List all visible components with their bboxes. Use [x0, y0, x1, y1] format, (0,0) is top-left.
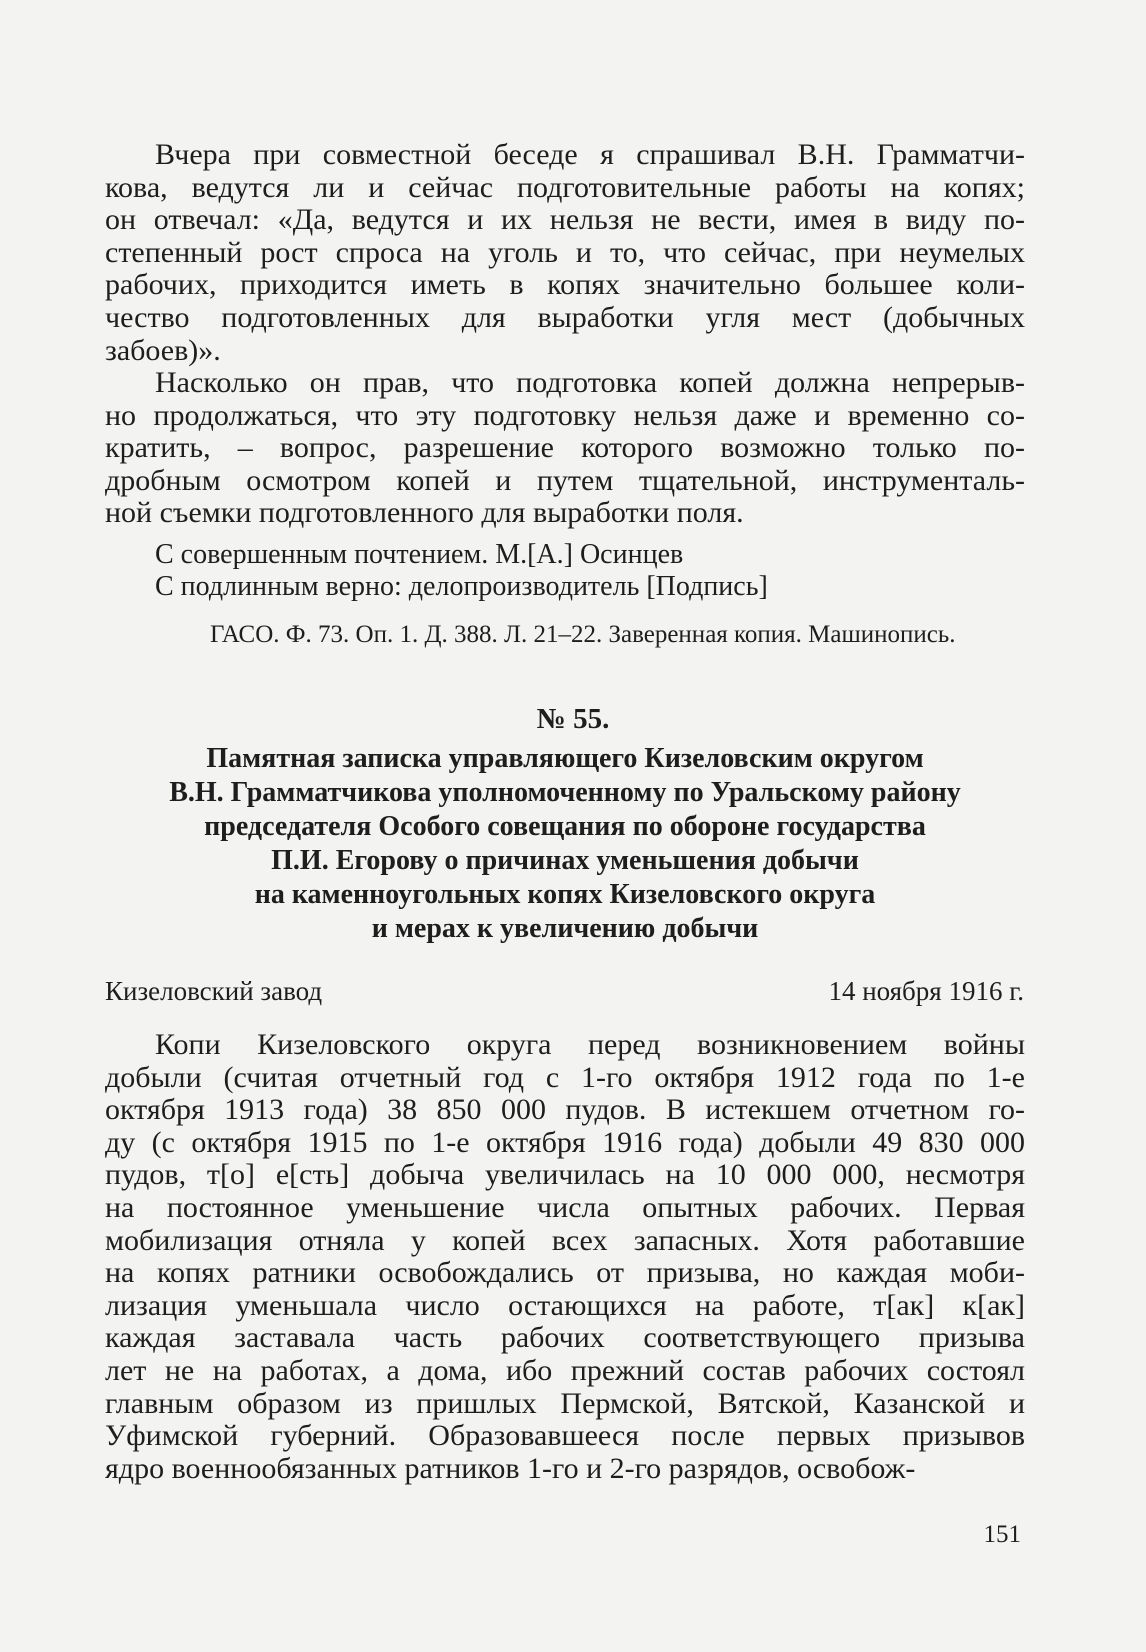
- paragraph-line: мобилизация отняла у копей всех запасных. Хотя работавшие: [105, 1223, 1025, 1257]
- paragraph-line: он отвечал: «Да, ведутся и их нельзя не вести, имея в виду по-: [105, 203, 1025, 237]
- paragraph-line: Уфимской губерний. Образовавшееся после первых призывов: [105, 1419, 1025, 1453]
- page-number: 151: [983, 1521, 1021, 1548]
- paragraph-line: добыли (считая отчетный год с 1-го октября 1912 года по 1-е: [105, 1060, 1025, 1094]
- paragraph-line: рабочих, приходится иметь в копях значительно большее коли-: [105, 268, 1025, 302]
- paragraph-line: Копи Кизеловского округа перед возникновением войны: [155, 1028, 1025, 1061]
- document-title-line: председателя Особого совещания по обороне государства: [204, 811, 926, 842]
- paragraph-line: ядро военнообязанных ратников 1-го и 2-го разрядов, освобож-: [105, 1451, 916, 1485]
- document-title-line: В.Н. Грамматчикова уполномоченному по Уральскому району: [169, 777, 961, 808]
- paragraph-line: степенный рост спроса на уголь и то, что сейчас, при неумелых: [105, 235, 1025, 269]
- paragraph-line: Вчера при совместной беседе я спрашивал В.Н. Грамматчи-: [155, 138, 1025, 171]
- paragraph-line: лизация уменьшала число остающихся на работе, т[ак] к[ак]: [105, 1288, 1025, 1322]
- paragraph-line: дробным осмотром копей и путем тщательной, инструменталь-: [105, 463, 1025, 497]
- paragraph-line: пудов, т[о] е[сть] добыча увеличилась на 10 000 000, несмотря: [105, 1158, 1025, 1192]
- signature-line: С совершенным почтением. М.[А.] Осинцев: [155, 539, 684, 570]
- document-title-line: Памятная записка управляющего Кизеловским округом: [206, 743, 924, 774]
- paragraph-line: на копях ратники освобождались от призыва, но каждая моби-: [105, 1256, 1025, 1290]
- archive-reference: ГАСО. Ф. 73. Оп. 1. Д. 388. Л. 21–22. Заверенная копия. Машинопись.: [210, 621, 956, 648]
- paragraph-line: Насколько он прав, что подготовка копей должна непрерыв-: [155, 366, 1025, 399]
- paragraph-line: на постоянное уменьшение числа опытных рабочих. Первая: [105, 1191, 1025, 1224]
- paragraph-line: октября 1913 года) 38 850 000 пудов. В истекшем отчетном го-: [105, 1093, 1025, 1127]
- paragraph-line: чество подготовленных для выработки угля мест (добычных: [105, 301, 1025, 334]
- paragraph-line: главным образом из пришлых Пермской, Вятской, Казанской и: [105, 1386, 1025, 1420]
- paragraph-line: лет не на работах, а дома, ибо прежний состав рабочих состоял: [105, 1354, 1025, 1387]
- paragraph-line: каждая заставала часть рабочих соответствующего призыва: [105, 1321, 1025, 1355]
- document-place: Кизеловский завод: [105, 976, 323, 1006]
- paragraph-line: забоев)».: [105, 333, 221, 367]
- paragraph-line: кова, ведутся ли и сейчас подготовительные работы на копях;: [105, 170, 1025, 204]
- document-title-line: П.И. Егорову о причинах уменьшения добычи: [271, 845, 859, 876]
- signature-line: С подлинным верно: делопроизводитель [Подпись]: [155, 571, 768, 602]
- paragraph-line: ной съемки подготовленного для выработки поля.: [105, 496, 744, 530]
- paragraph-line: кратить, – вопрос, разрешение которого возможно только по-: [105, 431, 1025, 465]
- document-title-line: на каменноугольных копях Кизеловского округа: [254, 879, 876, 910]
- paragraph-line: но продолжаться, что эту подготовку нельзя даже и временно со-: [105, 398, 1025, 432]
- document-number: № 55.: [536, 703, 610, 735]
- document-title-line: и мерах к увеличению добычи: [371, 913, 759, 944]
- document-date: 14 ноября 1916 г.: [828, 976, 1024, 1006]
- paragraph-line: ду (с октября 1915 по 1-е октября 1916 года) добыли 49 830 000: [105, 1125, 1025, 1159]
